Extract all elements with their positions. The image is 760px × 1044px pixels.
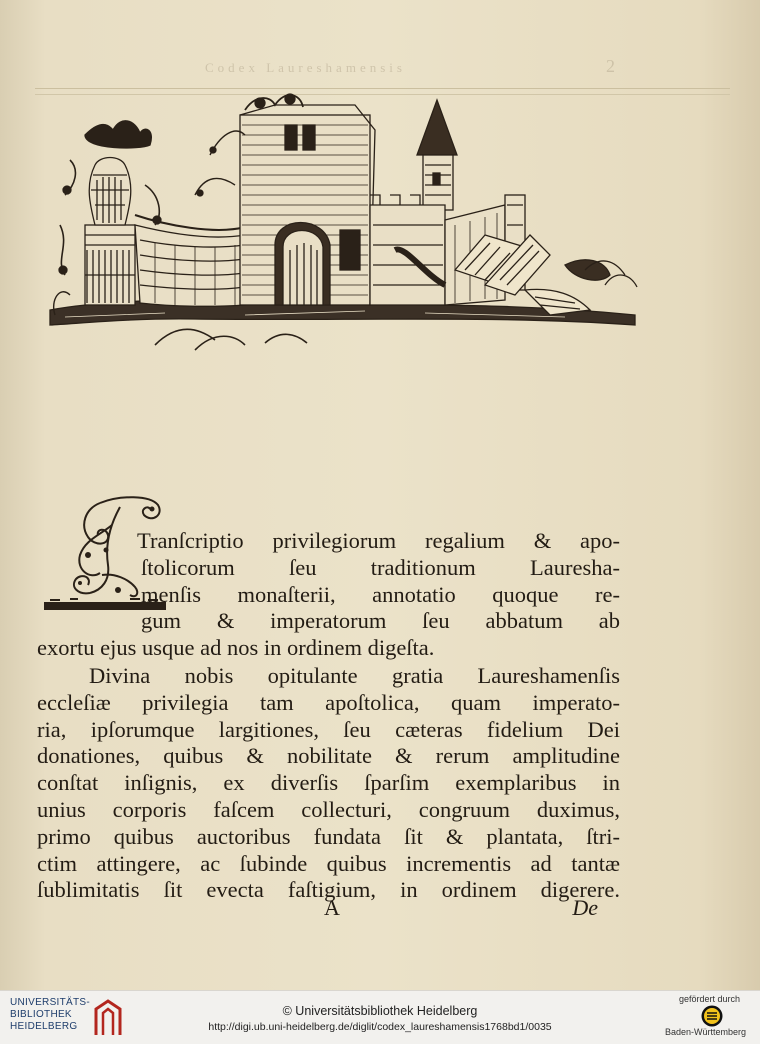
intro-line: gum & imperatorum ſeu abbatum ab xyxy=(141,608,620,634)
bleed-through-header: Codex Laureshamensis xyxy=(205,60,406,75)
page-foot xyxy=(37,895,620,923)
body-line: conſtat inſignis, ex diverſis ſparſim exemplaribus in xyxy=(37,770,620,796)
funded-by-label: gefördert durch xyxy=(678,994,740,1004)
intro-line: ſtolicorum ſeu traditionum Lauresha- xyxy=(141,554,620,580)
intro-paragraph xyxy=(37,528,620,662)
library-logo-line: BIBLIOTHEK xyxy=(10,1009,72,1020)
body-line: donationes, quibus & nobilitate & rerum amplitudine xyxy=(37,743,620,769)
library-logo-line: UNIVERSITÄTS- xyxy=(10,997,91,1008)
body-line: ſublimitatis ſit evecta faſtigium, in ordinem digerere. xyxy=(37,877,620,903)
signature-mark: A xyxy=(324,895,340,920)
body-paragraph xyxy=(37,663,620,904)
body-line: unius corporis faſcem collecturi, congruum duximus, xyxy=(37,796,620,822)
body-line: ctim attingere, ac ſubinde quibus incrementis ad tantæ xyxy=(37,850,620,876)
permalink-url[interactable]: http://digi.ub.uni-heidelberg.de/diglit/codex_laureshamensis1768bd1/0035 xyxy=(208,1021,552,1033)
body-line: eccleſiæ privilegia tam apoſtolica, quam imperato- xyxy=(37,689,620,715)
ruined-castle-woodcut-icon xyxy=(45,75,645,360)
body-line: primo quibus auctoribus fundata ſit & plantata, ſtri- xyxy=(37,823,620,849)
body-line: Divina nobis opitulante gratia Laureshamenſis xyxy=(89,663,620,688)
intro-line: Tranſcriptio privilegiorum regalium & apo- xyxy=(137,528,620,553)
body-line: ria, ipſorumque largitiones, ſeu cæteras fidelium Dei xyxy=(37,716,620,742)
baden-wuerttemberg-crest-icon[interactable] xyxy=(701,1005,723,1027)
viewer-footer xyxy=(0,990,760,1044)
intro-line: exortu ejus usque ad nos in ordinem digeſta. xyxy=(37,635,435,661)
funder-name: Baden-Württemberg xyxy=(664,1027,746,1037)
copyright-notice: © Universitätsbibliothek Heidelberg xyxy=(282,1004,478,1018)
bleed-through-page-number: 2 xyxy=(606,56,615,76)
library-logo-line: HEIDELBERG xyxy=(10,1021,78,1032)
catchword: De xyxy=(572,895,598,920)
intro-line: menſis monaſterii, annotatio quoque re- xyxy=(141,581,620,607)
